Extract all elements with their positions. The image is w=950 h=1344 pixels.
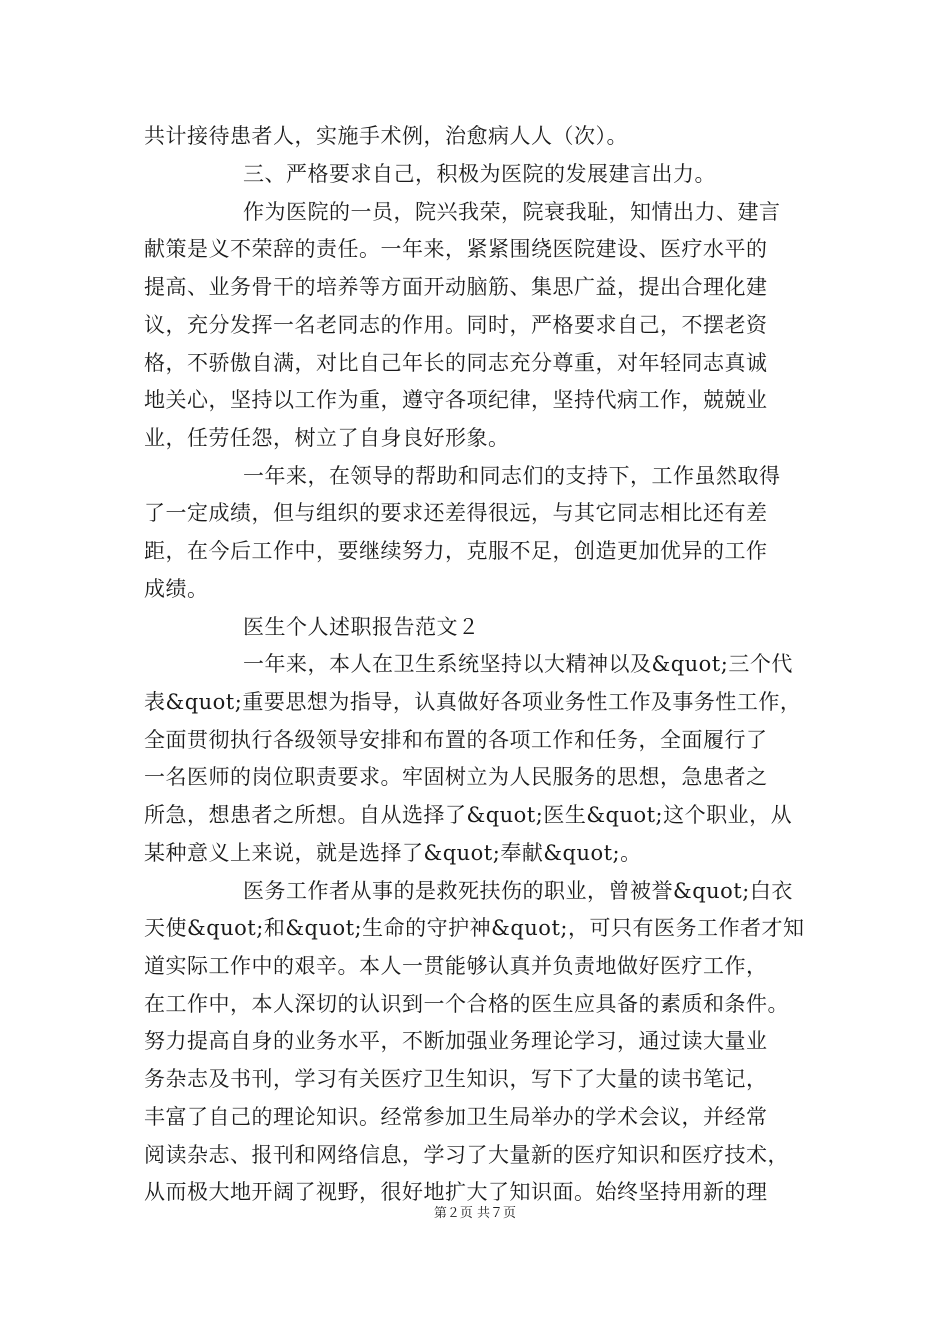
text-line: 务杂志及书刊，学习有关医疗卫生知识，写下了大量的读书笔记， — [144, 1067, 768, 1091]
text-line: 某种意义上来说，就是选择了&quot;奉献&quot;。 — [144, 841, 642, 865]
text-line: 了一定成绩，但与组织的要求还差得很远，与其它同志相比还有差 — [144, 501, 768, 525]
text-line: 一名医师的岗位职责要求。牢固树立为人民服务的思想，急患者之 — [144, 765, 768, 789]
text-line: 格，不骄傲自满，对比自己年长的同志充分尊重，对年轻同志真诚 — [144, 351, 768, 375]
text-line: 献策是义不荣辞的责任。一年来，紧紧围绕医院建设、医疗水平的 — [144, 237, 768, 261]
section-heading: 医生个人述职报告范文２ — [243, 615, 480, 639]
section-heading: 三、严格要求自己，积极为医院的发展建言出力。 — [243, 162, 716, 186]
text-line: 丰富了自己的理论知识。经常参加卫生局举办的学术会议，并经常 — [144, 1105, 768, 1129]
text-line: 所急，想患者之所想。自从选择了&quot;医生&quot;这个职业，从 — [144, 803, 793, 827]
text-line: 在工作中，本人深切的认识到一个合格的医生应具备的素质和条件。 — [144, 992, 789, 1016]
text-line: 提高、业务骨干的培养等方面开动脑筋、集思广益，提出合理化建 — [144, 275, 768, 299]
text-line: 医务工作者从事的是救死扶伤的职业，曾被誉&quot;白衣 — [243, 879, 793, 903]
text-line: 全面贯彻执行各级领导安排和布置的各项工作和任务，全面履行了 — [144, 728, 768, 752]
text-line: 成绩。 — [144, 577, 209, 601]
text-line: 表&quot;重要思想为指导，认真做好各项业务性工作及事务性工作， — [144, 690, 802, 714]
text-line: 努力提高自身的业务水平，不断加强业务理论学习，通过读大量业 — [144, 1029, 768, 1053]
page-number-footer: 第２页 共７页 — [433, 1206, 517, 1221]
text-line: 距，在今后工作中，要继续努力，克服不足，创造更加优异的工作 — [144, 539, 768, 563]
text-line: 业，任劳任怨，树立了自身良好形象。 — [144, 426, 510, 450]
text-line: 作为医院的一员，院兴我荣，院衰我耻，知情出力、建言 — [243, 200, 781, 224]
text-line: 从而极大地开阔了视野，很好地扩大了知识面。始终坚持用新的理 — [144, 1180, 768, 1204]
text-line: 一年来，本人在卫生系统坚持以大精神以及&quot;三个代 — [243, 652, 793, 676]
text-line: 阅读杂志、报刊和网络信息，学习了大量新的医疗知识和医疗技术， — [144, 1143, 789, 1167]
text-line: 道实际工作中的艰辛。本人一贯能够认真并负责地做好医疗工作， — [144, 954, 768, 978]
text-line: 地关心，坚持以工作为重，遵守各项纪律，坚持代病工作，兢兢业 — [144, 388, 768, 412]
text-line: 天使&quot;和&quot;生命的守护神&quot;，可只有医务工作者才知 — [144, 916, 805, 940]
text-line: 共计接待患者人，实施手术例，治愈病人人（次）。 — [144, 124, 628, 148]
text-line: 议，充分发挥一名老同志的作用。同时，严格要求自己，不摆老资 — [144, 313, 768, 337]
text-line: 一年来，在领导的帮助和同志们的支持下，工作虽然取得 — [243, 464, 781, 488]
